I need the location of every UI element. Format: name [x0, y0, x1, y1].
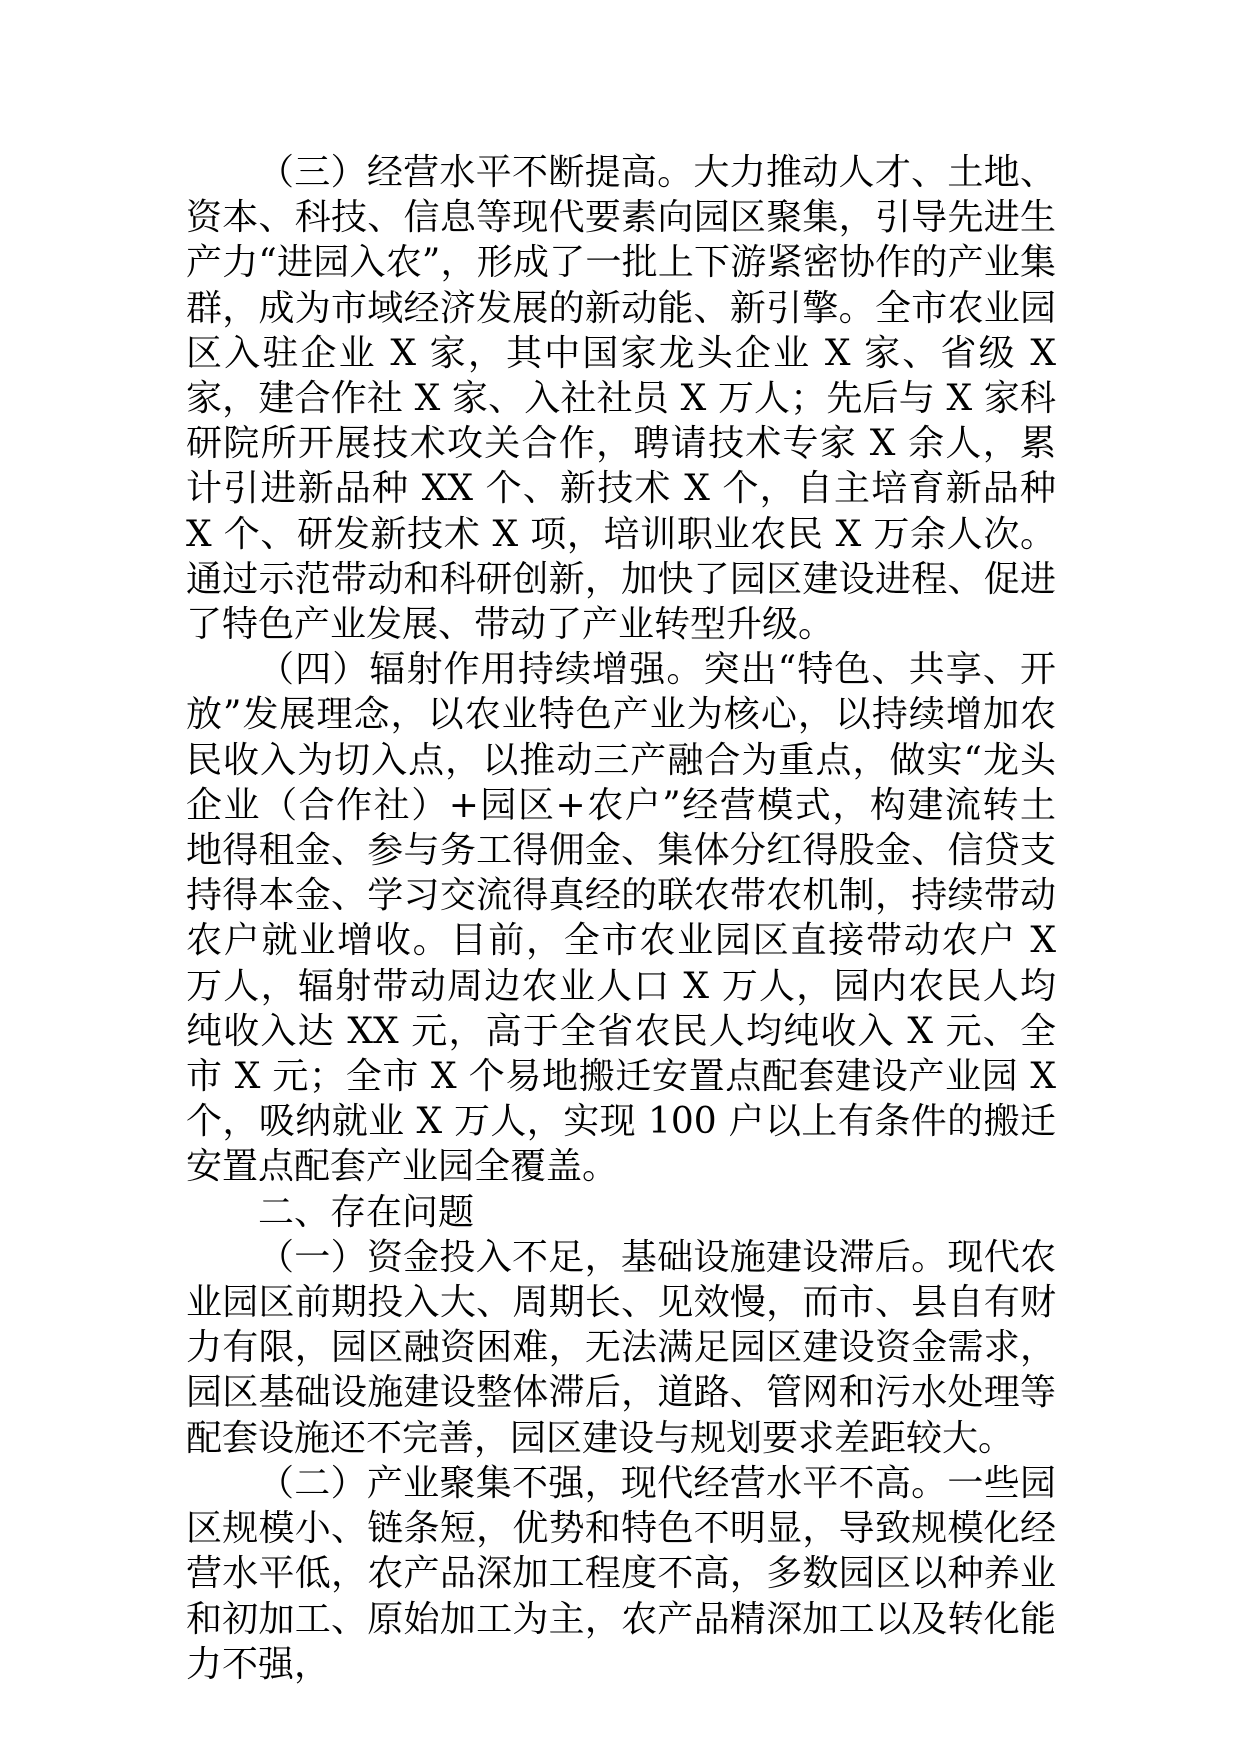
paragraph-funding-shortage: （一）资金投入不足，基础设施建设滞后。现代农业园区前期投入大、周期长、见效慢，而市、县自有财力有限，园区融资困难，无法满足园区建设资金需求，园区基础设施建设整体滞后，道路、管网和污水处理等配套设施还不完善，园区建设与规划要求差距较大。 — [186, 1236, 1056, 1459]
paragraph-industry-clustering: （二）产业聚集不强，现代经营水平不高。一些园区规模小、链条短，优势和特色不明显，导致规模化经营水平低，农产品深加工程度不高，多数园区以种养业和初加工、原始加工为主，农产品精深加工以及转化能力不强， — [186, 1462, 1056, 1685]
paragraph-operation-level: （三）经营水平不断提高。大力推动人才、土地、资本、科技、信息等现代要素向园区聚集，引导先进生产力“进园入农”，形成了一批上下游紧密协作的产业集群，成为市域经济发展的新动能、新引擎。全市农业园区入驻企业 X 家，其中国家龙头企业 X 家、省级 X 家，建合作社 X 家、入社社员 X 万人；先后与 X 家科研院所开展技术攻关合作，聘请技术专家 X 余人，累计引进新品种 XX 个、新技术 X 个，自主培育新品种 X 个、研发新技术 X 项，培训职业农民 X 万余人次。通过示范带动和科研创新，加快了园区建设进程、促进了特色产业发展、带动了产业转型升级。 — [186, 152, 1056, 646]
document-body — [186, 150, 1056, 1687]
paragraph-radiation-effect: （四）辐射作用持续增强。突出“特色、共享、开放”发展理念，以农业特色产业为核心，以持续增加农民收入为切入点，以推动三产融合为重点，做实“龙头企业（合作社）+园区+农户”经营模式，构建流转土地得租金、参与务工得佣金、集体分红得股金、信贷支持得本金、学习交流得真经的联农带农机制，持续带动农户就业增收。目前，全市农业园区直接带动农户 X 万人，辐射带动周边农业人口 X 万人，园内农民人均纯收入达 XX 元，高于全省农民人均纯收入 X 元、全市 X 元；全市 X 个易地搬迁安置点配套建设产业园 X 个，吸纳就业 X 万人，实现 100 户以上有条件的搬迁安置点配套产业园全覆盖。 — [186, 649, 1056, 1188]
section-heading-existing-problems: 二、存在问题 — [258, 1191, 475, 1233]
